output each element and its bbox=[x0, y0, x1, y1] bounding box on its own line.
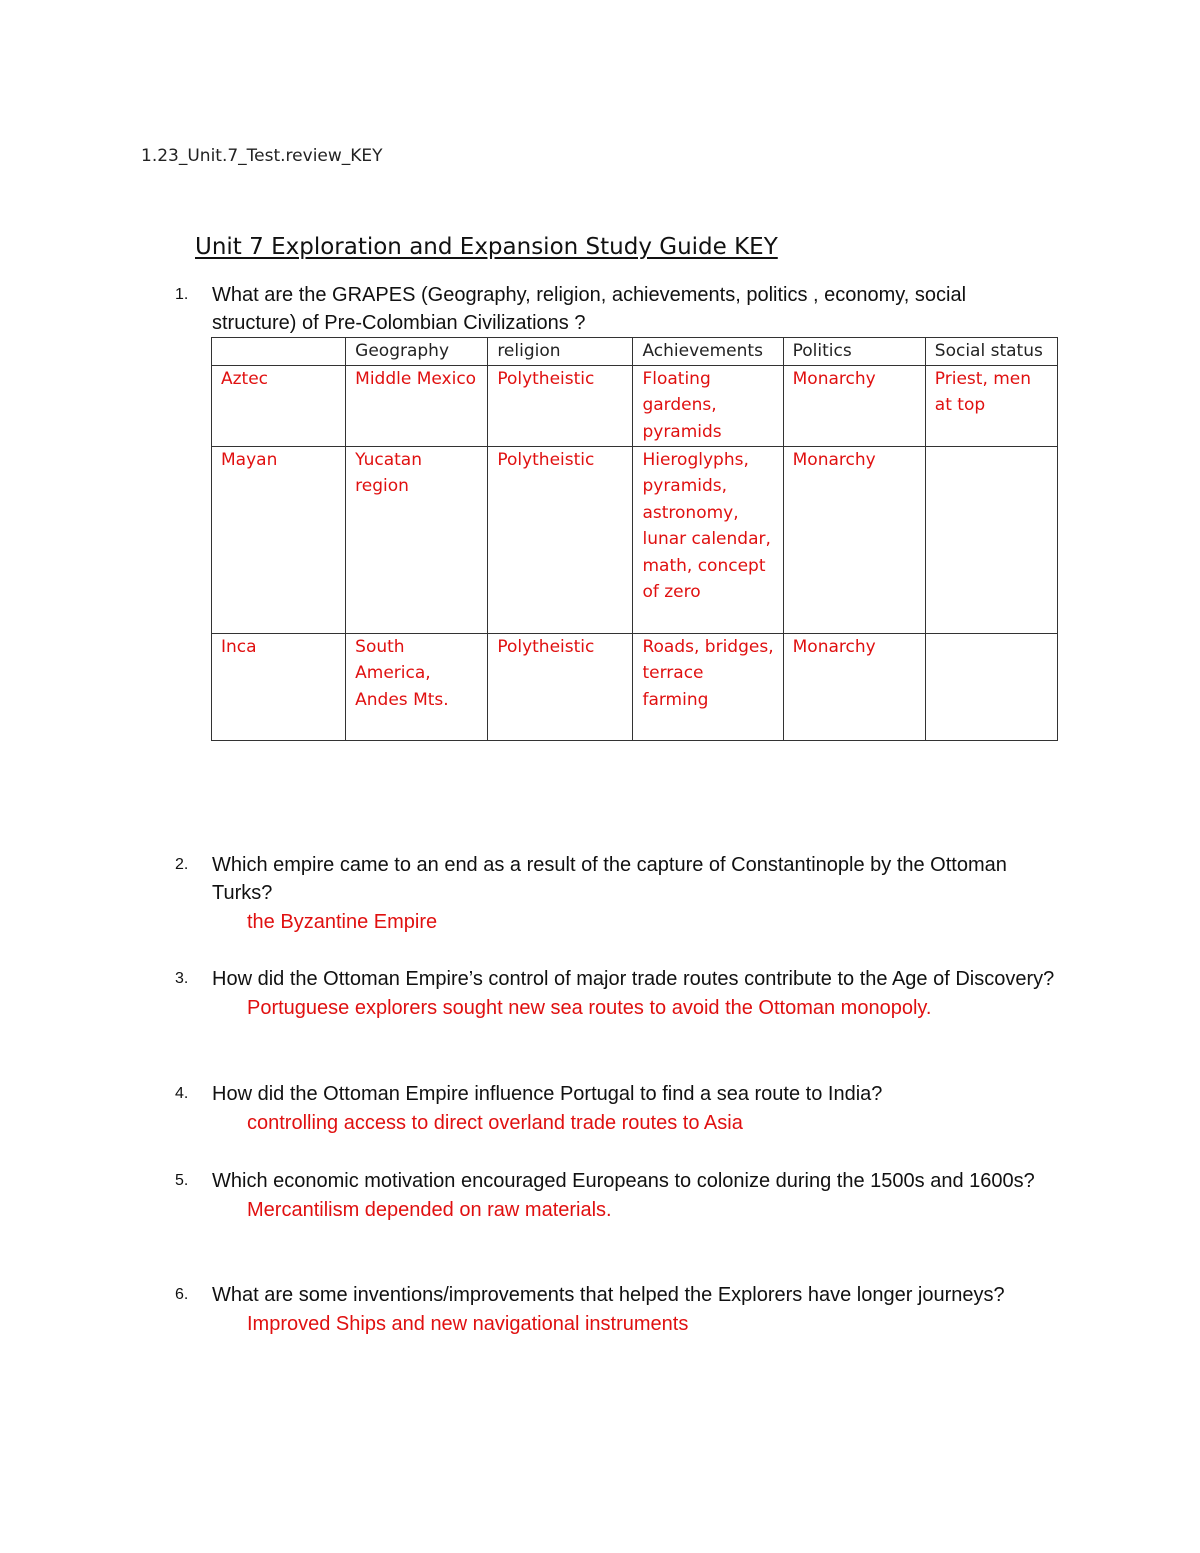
question-answer: the Byzantine Empire bbox=[247, 911, 438, 933]
table-cell: Aztec bbox=[212, 365, 346, 446]
table-cell: Hieroglyphs, pyramids, astronomy, lunar calendar, math, concept of zero bbox=[633, 446, 783, 633]
question-6 bbox=[175, 1281, 1055, 1338]
table-cell: Mayan bbox=[212, 446, 346, 633]
question-answer: Improved Ships and new navigational instruments bbox=[247, 1313, 689, 1335]
question-3 bbox=[175, 965, 1055, 1022]
question-number: 3. bbox=[175, 970, 189, 987]
table-cell bbox=[925, 446, 1057, 633]
table-row bbox=[212, 365, 1058, 446]
table-cell: Polytheistic bbox=[488, 446, 633, 633]
table-cell: Monarchy bbox=[783, 446, 925, 633]
question-text: How did the Ottoman Empire’s control of major trade routes contribute to the Age of Discovery? bbox=[212, 968, 1055, 990]
table-cell: Priest, men at top bbox=[925, 365, 1057, 446]
question-number: 1. bbox=[175, 286, 189, 303]
table-header-cell: Social status bbox=[925, 338, 1057, 366]
question-text: Which economic motivation encouraged Europeans to colonize during the 1500s and 1600s? bbox=[212, 1170, 1035, 1192]
table-header-cell: Geography bbox=[346, 338, 488, 366]
question-5 bbox=[175, 1167, 1055, 1224]
table-cell: Monarchy bbox=[783, 365, 925, 446]
question-number: 6. bbox=[175, 1286, 189, 1303]
question-1 bbox=[175, 281, 1055, 337]
question-number: 2. bbox=[175, 856, 189, 873]
question-text: How did the Ottoman Empire influence Portugal to find a sea route to India? bbox=[212, 1083, 883, 1105]
grapes-table bbox=[211, 337, 1058, 741]
question-text: Which empire came to an end as a result of the capture of Constantinople by the Ottoman Turks? bbox=[212, 854, 1007, 904]
table-cell bbox=[925, 633, 1057, 740]
question-answer: Portuguese explorers sought new sea routes to avoid the Ottoman monopoly. bbox=[247, 997, 932, 1019]
table-row bbox=[212, 446, 1058, 633]
table-header-cell: religion bbox=[488, 338, 633, 366]
question-answer: controlling access to direct overland trade routes to Asia bbox=[247, 1112, 743, 1134]
question-4 bbox=[175, 1080, 1055, 1137]
table-header-row bbox=[212, 338, 1058, 366]
table-header-cell: Achievements bbox=[633, 338, 783, 366]
question-number: 5. bbox=[175, 1172, 189, 1189]
table-cell: Monarchy bbox=[783, 633, 925, 740]
table-cell: Yucatan region bbox=[346, 446, 488, 633]
table-header-cell: Politics bbox=[783, 338, 925, 366]
file-label: 1.23_Unit.7_Test.review_KEY bbox=[141, 146, 383, 166]
table-cell: Polytheistic bbox=[488, 365, 633, 446]
table-cell: Inca bbox=[212, 633, 346, 740]
page-title: Unit 7 Exploration and Expansion Study Guide KEY bbox=[195, 234, 778, 260]
table-cell: Middle Mexico bbox=[346, 365, 488, 446]
question-answer: Mercantilism depended on raw materials. bbox=[247, 1199, 612, 1221]
table-cell: Roads, bridges, terrace farming bbox=[633, 633, 783, 740]
table-header-cell bbox=[212, 338, 346, 366]
table-row bbox=[212, 633, 1058, 740]
question-2 bbox=[175, 851, 1055, 936]
table-cell: South America, Andes Mts. bbox=[346, 633, 488, 740]
question-text: What are some inventions/improvements that helped the Explorers have longer journeys? bbox=[212, 1284, 1005, 1306]
table-cell: Floating gardens, pyramids bbox=[633, 365, 783, 446]
table-cell: Polytheistic bbox=[488, 633, 633, 740]
question-number: 4. bbox=[175, 1085, 189, 1102]
question-text: What are the GRAPES (Geography, religion, achievements, politics , economy, social structure) of Pre-Colombian Civilizations ? bbox=[212, 284, 967, 334]
